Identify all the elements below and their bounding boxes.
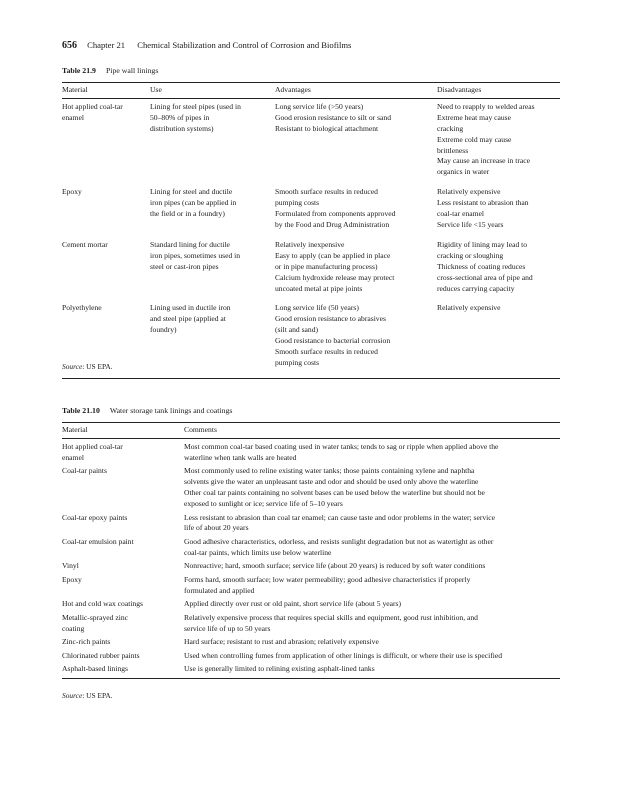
table1-disadvantages-cell-line: Extreme heat may cause xyxy=(437,112,512,122)
table1-advantages-cell-line: Formulated from components approved xyxy=(275,209,396,219)
table1-header-material: Material xyxy=(62,83,150,99)
table2-material-cell-line: Asphalt-based linings xyxy=(62,664,129,674)
table2-comments-cell-line: exposed to sunlight or ice; service life of 5–10 years xyxy=(184,499,343,509)
table1-use-cell-line: steel or cast-iron pipes xyxy=(150,261,219,271)
table2-comments-cell-line: Other coal tar paints containing no solvent bases can be used below the waterline but should not be xyxy=(184,488,485,498)
table2-comments-cell-line: formulated and applied xyxy=(184,585,255,595)
table1-material-cell-line: Cement mortar xyxy=(62,239,108,249)
table1-material-cell-line: Polyethylene xyxy=(62,303,102,313)
table2-comments-cell xyxy=(184,466,560,512)
table1-disadvantages-cell-line: Extreme cold may cause xyxy=(437,134,512,144)
table-row xyxy=(62,240,560,304)
table2-material-cell xyxy=(62,438,184,466)
table1-use-cell-line: iron pipes, sometimes used in xyxy=(150,250,241,260)
table2-comments-cell xyxy=(184,651,560,665)
table1-advantages-cell-line: pumping costs xyxy=(275,357,320,367)
table1-disadvantages-cell xyxy=(437,303,560,378)
table1-use-cell xyxy=(150,98,275,187)
table2-comments-cell-line: Good adhesive characteristics, odorless, and resists sunlight degradation but not as watertight as other xyxy=(184,536,494,546)
table1-material-cell xyxy=(62,187,150,240)
table1-use-cell-line: Lining for steel and ductile xyxy=(150,187,233,197)
table2-comments-cell-line: life of about 20 years xyxy=(184,523,249,533)
table1-disadvantages-cell-line: cracking or sloughing xyxy=(437,250,504,260)
table1-advantages-cell-line: Long service life (>50 years) xyxy=(275,101,364,111)
table2-comments-cell xyxy=(184,537,560,561)
table2-comments-cell xyxy=(184,575,560,599)
table1-source-text: : US EPA. xyxy=(82,362,113,371)
table1-advantages-cell-line: by the Food and Drug Administration xyxy=(275,219,390,229)
table2-source xyxy=(62,691,113,700)
table1-disadvantages-cell-line: cracking xyxy=(437,123,464,133)
table2-header-comments: Comments xyxy=(184,423,560,439)
table1-use-cell-line: distribution systems) xyxy=(150,123,214,133)
table1-use-cell-line: Standard lining for ductile xyxy=(150,239,230,249)
table2-source-label: Source xyxy=(62,691,83,700)
table2-material-cell-line: coating xyxy=(62,623,85,633)
table2-header-row xyxy=(62,423,560,439)
table2-material-cell xyxy=(62,664,184,678)
table-row xyxy=(62,513,560,537)
table1-disadvantages-cell-line: Relatively expensive xyxy=(437,303,501,313)
table2-caption xyxy=(62,406,232,415)
table1-use-cell-line: foundry) xyxy=(150,325,177,335)
table1-source xyxy=(62,362,113,371)
table1-advantages-cell xyxy=(275,187,437,240)
table2-material-cell-line: Chlorinated rubber paints xyxy=(62,650,140,660)
table1-use-cell-line: 50–80% of pipes in xyxy=(150,112,210,122)
table1-advantages-cell-line: Calcium hydroxide release may protect xyxy=(275,272,395,282)
table1-disadvantages-cell xyxy=(437,240,560,304)
table1-use-cell xyxy=(150,303,275,378)
table-row xyxy=(62,98,560,187)
table2-comments-cell-line: Relatively expensive process that requires special skills and equipment, good rust inhibition, and xyxy=(184,612,478,622)
table1-advantages-cell xyxy=(275,303,437,378)
table-row xyxy=(62,575,560,599)
table-row xyxy=(62,561,560,575)
table2-comments-cell-line: service life of up to 50 years xyxy=(184,623,271,633)
table2-material-cell xyxy=(62,637,184,651)
chapter-number: Chapter 21 xyxy=(87,40,126,50)
table1-use-cell xyxy=(150,187,275,240)
running-header xyxy=(62,40,351,51)
table2-comments-cell xyxy=(184,599,560,613)
table2-comments-cell-line: Applied directly over rust or old paint, short service life (about 5 years) xyxy=(184,599,401,609)
table1-advantages-cell-line: Smooth surface results in reduced xyxy=(275,347,378,357)
table2-material-cell-line: Vinyl xyxy=(62,561,79,571)
table1-advantages-cell-line: Resistant to biological attachment xyxy=(275,123,379,133)
table1-disadvantages-cell-line: Service life <15 years xyxy=(437,219,504,229)
table1-advantages-cell xyxy=(275,98,437,187)
page-number: 656 xyxy=(62,40,77,51)
table1-disadvantages-cell xyxy=(437,187,560,240)
table1-use-cell-line: iron pipes (can be applied in xyxy=(150,198,237,208)
table2-comments-cell-line: Used when controlling fumes from application of other linings is difficult, or where their use is specified xyxy=(184,650,503,660)
table1-advantages-cell xyxy=(275,240,437,304)
table1-advantages-cell-line: Smooth surface results in reduced xyxy=(275,187,378,197)
table1-advantages-cell-line: Good resistance to bacterial corrosion xyxy=(275,336,391,346)
table1-disadvantages-cell-line: cross-sectional area of pipe and xyxy=(437,272,533,282)
table2-comments-cell-line: Use is generally limited to relining existing asphalt-lined tanks xyxy=(184,664,375,674)
table2-material-cell xyxy=(62,651,184,665)
table2-comments-cell-line: solvents give the water an unpleasant taste and odor and should be used only above the waterline xyxy=(184,477,479,487)
table2-comments-cell-line: waterline when tank walls are heated xyxy=(184,452,297,462)
table1-disadvantages-cell-line: coal-tar enamel xyxy=(437,209,485,219)
table-row xyxy=(62,466,560,512)
table1-material-cell-line: Hot applied coal-tar xyxy=(62,101,123,111)
table2-material-cell-line: Coal-tar emulsion paint xyxy=(62,536,134,546)
table1-advantages-cell-line: pumping costs xyxy=(275,198,320,208)
table1-disadvantages-cell-line: reduces carrying capacity xyxy=(437,283,515,293)
table1-header-disadvantages: Disadvantages xyxy=(437,83,560,99)
table1-use-cell-line: Lining for steel pipes (used in xyxy=(150,101,241,111)
table-row xyxy=(62,438,560,466)
table2-material-cell xyxy=(62,599,184,613)
table1-material-cell xyxy=(62,240,150,304)
table1-header-use: Use xyxy=(150,83,275,99)
chapter-title: Chemical Stabilization and Control of Corrosion and Biofilms xyxy=(137,40,352,50)
table2-header-material: Material xyxy=(62,423,184,439)
table-row xyxy=(62,187,560,240)
table2-comments-cell-line: Nonreactive; hard, smooth surface; service life (about 20 years) is reduced by soft water conditions xyxy=(184,561,486,571)
table2-material-cell xyxy=(62,575,184,599)
table2-comments-cell xyxy=(184,664,560,678)
table2-comments-cell-line: Most commonly used to reline existing water tanks; those paints containing xylene and naphtha xyxy=(184,466,475,476)
table1-disadvantages-cell xyxy=(437,98,560,187)
table1-label: Table 21.9 xyxy=(62,66,96,75)
table-row xyxy=(62,651,560,665)
table2-comments-cell-line: Hard surface; resistant to rust and abrasion; relatively expensive xyxy=(184,637,379,647)
table1-disadvantages-cell-line: brittleness xyxy=(437,145,469,155)
table2-material-cell xyxy=(62,513,184,537)
table2-material-cell-line: Coal-tar paints xyxy=(62,466,107,476)
pipe-wall-linings-table xyxy=(62,82,560,379)
table1-disadvantages-cell-line: Less resistant to abrasion than xyxy=(437,198,529,208)
table1-advantages-cell-line: Good erosion resistance to abrasives xyxy=(275,314,386,324)
table1-advantages-cell-line: Relatively inexpensive xyxy=(275,239,345,249)
table1-disadvantages-cell-line: Relatively expensive xyxy=(437,187,501,197)
table-row xyxy=(62,537,560,561)
table2-material-cell-line: Hot and cold wax coatings xyxy=(62,599,143,609)
table1-advantages-cell-line: uncoated metal at pipe joints xyxy=(275,283,363,293)
table2-comments-cell-line: Less resistant to abrasion than coal tar enamel; can cause taste and odor problems in the water; service xyxy=(184,512,496,522)
table1-advantages-cell-line: Easy to apply (can be applied in place xyxy=(275,250,391,260)
table-row xyxy=(62,599,560,613)
table2-title: Water storage tank linings and coatings xyxy=(109,406,233,415)
table2-material-cell xyxy=(62,613,184,637)
table1-use-cell-line: the field or in a foundry) xyxy=(150,209,225,219)
table2-comments-cell xyxy=(184,613,560,637)
table1-use-cell-line: and steel pipe (applied at xyxy=(150,314,226,324)
table2-comments-cell xyxy=(184,513,560,537)
table1-disadvantages-cell-line: Thickness of coating reduces xyxy=(437,261,526,271)
table2-material-cell-line: enamel xyxy=(62,452,84,462)
table1-material-cell-line: Epoxy xyxy=(62,187,82,197)
table1-header-advantages: Advantages xyxy=(275,83,437,99)
table1-source-label: Source xyxy=(62,362,83,371)
table1-material-cell xyxy=(62,98,150,187)
table2-source-text: : US EPA. xyxy=(82,691,113,700)
table1-use-cell xyxy=(150,240,275,304)
table1-title: Pipe wall linings xyxy=(105,66,159,75)
table2-comments-cell xyxy=(184,438,560,466)
table2-label: Table 21.10 xyxy=(62,406,100,415)
table2-comments-cell-line: Forms hard, smooth surface; low water permeability; good adhesive characteristics if properly xyxy=(184,574,471,584)
table2-material-cell-line: Hot applied coal-tar xyxy=(62,441,123,451)
table1-use-cell-line: Lining used in ductile iron xyxy=(150,303,231,313)
table2-material-cell-line: Coal-tar epoxy paints xyxy=(62,512,128,522)
table1-advantages-cell-line: Long service life (50 years) xyxy=(275,303,359,313)
table1-disadvantages-cell-line: May cause an increase in trace xyxy=(437,156,530,166)
table2-material-cell xyxy=(62,537,184,561)
table2-comments-cell xyxy=(184,637,560,651)
water-tank-linings-table xyxy=(62,422,560,679)
table1-disadvantages-cell-line: Rigidity of lining may lead to xyxy=(437,239,528,249)
table1-header-row xyxy=(62,83,560,99)
table-row xyxy=(62,637,560,651)
table1-disadvantages-cell-line: Need to reapply to welded areas xyxy=(437,101,535,111)
table2-material-cell xyxy=(62,561,184,575)
table1-advantages-cell-line: or in pipe manufacturing process) xyxy=(275,261,378,271)
table-row xyxy=(62,613,560,637)
table1-advantages-cell-line: Good erosion resistance to silt or sand xyxy=(275,112,391,122)
table2-material-cell-line: Zinc-rich paints xyxy=(62,637,111,647)
table2-material-cell-line: Epoxy xyxy=(62,574,82,584)
table1-advantages-cell-line: (silt and sand) xyxy=(275,325,319,335)
table1-disadvantages-cell-line: organics in water xyxy=(437,167,490,177)
table1-material-cell-line: enamel xyxy=(62,112,84,122)
table2-material-cell xyxy=(62,466,184,512)
table-row xyxy=(62,303,560,378)
table2-comments-cell-line: Most common coal-tar based coating used in water tanks; tends to sag or ripple when applied above the xyxy=(184,441,499,451)
table2-comments-cell xyxy=(184,561,560,575)
table2-material-cell-line: Metallic-sprayed zinc xyxy=(62,612,128,622)
table1-caption xyxy=(62,66,158,75)
table-row xyxy=(62,664,560,678)
table2-comments-cell-line: coal-tar paints, which limits use below waterline xyxy=(184,547,332,557)
